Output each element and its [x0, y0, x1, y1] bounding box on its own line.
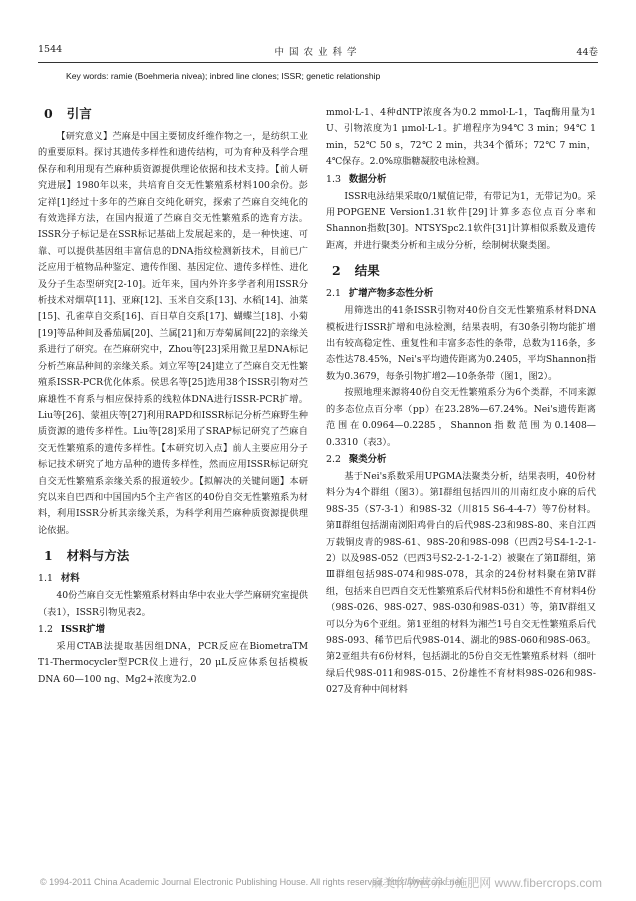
volume-label: 44卷 [576, 47, 598, 58]
watermark-text: 麻类作物营养与施肥网 www.fibercrops.com [371, 876, 602, 890]
header-rule [38, 62, 598, 63]
subsection-number: 2.1 [326, 288, 341, 300]
polymorphism-paragraph-2: 按照地理来源将40份自交无性繁殖系分为6个类群，不同来源的多态位点百分率（pp）在23.28%—67.24%。Nei's遗传距离范围在0.0964—0.2285，Shannon指数范围为0.1408—0.3310（表3）。 [326, 387, 596, 448]
cluster-paragraph: 基于Nei's系数采用UPGMA法聚类分析，结果表明，40份材料分为4个群组（图3）。第Ⅰ群组包括四川的川南红皮小麻的后代98S-35（S7-3-1）和98S-32（川815 S6-4-4-7）等7份材料。第Ⅱ群组包括湖南浏阳鸡骨白的后代98S-23和98S-80、来自江西万载铜皮青的98S-61、98S-20和98S-098（巴西2号S4-1-2-1-2）以及98S-052（巴西3号S2-2-1-2-1-2）被聚在了第Ⅱ群组，第Ⅲ群组包括98S-074和98S-078，其余的24份材料聚在第Ⅳ群组，包括来自巴西自交无性繁殖系后代材料5份和雄性不育材料4份（98S-026、98S-027、98S-030和98S-031）等，第Ⅳ群组又可以分为6个亚组。第1亚组的材料为湘苎1号自交无性繁殖系后代98S-093、稀节巴后代98S-014、湖北的98S-060和98S-063。第2亚组共有6份材料，包括湖北的5份自交无性繁殖系材料（细叶绿后代98S-011和98S-015、2份雄性不育材料98S-026和98S-027及育种中间材料 [326, 470, 596, 696]
section-number: 0 [44, 106, 53, 121]
section-number: 2 [332, 263, 341, 279]
section-title: 结果 [354, 263, 380, 279]
subsection-title: 数据分析 [348, 173, 387, 185]
keywords-line: Key words: ramie (Boehmeria nivea); inbred line clones; ISSR; genetic relationship [66, 71, 381, 81]
subsection-title: ISSR扩增 [60, 623, 106, 635]
polymorphism-paragraph-1: 用筛选出的41条ISSR引物对40份自交无性繁殖系材料DNA模板进行ISSR扩增和电泳检测，结果表明，有30条引物均能扩增出有较高稳定性、重复性和丰富多态性的条带，总数为116条，多态性达78.45%，Nei's平均遗传距离为0.2405，平均Shannon指数为0.3679，每条引物扩增2—10条条带（图1，图2）。 [326, 305, 596, 382]
subsection-issr-heading [38, 622, 308, 637]
subsection-number: 2.2 [326, 453, 341, 465]
issr-paragraph: 采用CTAB法提取基因组DNA，PCR反应在BiometraTM T1-Thermocycler型PCR仪上进行，20 μL反应体系包括模板DNA 60—100 ng、Mg2+浓度为2.0 [38, 640, 311, 685]
journal-title: 中国农业科学 [274, 47, 362, 58]
subsection-number: 1.3 [326, 173, 341, 185]
section-title: 引言 [66, 106, 92, 121]
data-analysis-paragraph: ISSR电泳结果采取0/1赋值记带，有带记为1，无带记为0。采用POPGENE Version1.31软件[29]计算多态位点百分率和Shannon指数[30]。NTSYSpc2.1软件[31]计算相似系数及遗传距离，并进行聚类分析和主成分分析，绘制树状聚类图。 [326, 190, 596, 251]
subsection-number: 1.2 [38, 623, 53, 635]
page-footer [0, 868, 636, 901]
section-intro-heading [38, 105, 308, 123]
page-number: 1544 [38, 44, 63, 55]
copyright-text: © 1994-2011 China Academic Journal Electronic Publishing House. All rights reserved. http://www.cnki.net [40, 877, 463, 887]
section-results-heading [326, 262, 596, 280]
page-header [38, 44, 598, 58]
left-column [38, 105, 311, 688]
subsection-data-analysis-heading [326, 172, 596, 187]
pcr-continued-paragraph: mmol·L-1、4种dNTP浓度各为0.2 mmol·L-1，Taq酶用量为1 U、引物浓度为1 μmol·L-1。扩增程序为94℃ 3 min；94℃ 1 min，52℃ 50 s，72℃ 2 min，共34个循环；72℃ 7 min，4℃保存。2.0%琼脂糖凝胶电泳检测。 [326, 107, 599, 168]
subsection-polymorphism-heading [326, 286, 596, 301]
section-number: 1 [44, 548, 53, 564]
intro-paragraph: 【研究意义】苎麻是中国主要韧皮纤维作物之一，是纺织工业的重要原料。探讨其遗传多样性和遗传结构，可为育种及科学合理保存和利用现有苎麻种质资源提供理论依据和技术支持。【前人研究进展】1980年以来，共培育自交无性繁殖系材料100余份。彭定祥[1]经过十多年的苎麻自交纯化研究，探索了苎麻自交纯化的有效选择方法，在国内报道了苎麻自交无性繁殖系的选育方法。ISSR分子标记是在SSR标记基础上发展起来的，是一种快速、可靠、可以提供基因组丰富信息的DNA指纹检测新技术，目前已广泛应用于植物品种鉴定、遗传作图、基因定位、遗传多样性、进化及分子生态型研究[2-10]。近年来，国内外许多学者利用ISSR分析技术对烟草[11]、亚麻[12]、玉米自交系[13]、水稻[14]、油菜[15]、孔雀草自交系[16]、百日草自交系[17]、蝴蝶兰[18]、小菊[19]等品种间及番茄属[20]、兰属[21]和万寿菊属间[22]的亲缘关系进行了研究。在苎麻研究中，Zhou等[23]采用微卫星DNA标记分析苎麻品种间的亲缘关系。刘立军等[24]建立了苎麻自交无性繁殖系ISSR-PCR优化体系。侯思名等[25]选用38个ISSR引物对苎麻雄性不育系与相应保持系的线粒体DNA进行ISSR-PCR扩增。Liu等[26]、蒙祖庆等[27]利用RAPD和ISSR标记分析苎麻野生种质资源的遗传多样性。Liu等[28]采用了SRAP标记研究了苎麻自交无性繁殖系的遗传多样性。【本研究切入点】前人主要应用分子标记技术研究了地方品种的遗传多样性，然而应用ISSR标记研究自交无性繁殖系亲缘关系的报道较少。【拟解决的关键问题】本研究以来自巴西和中国国内5个主产省区的40份自交无性繁殖系为材料，利用ISSR分析其亲缘关系，为科学利用苎麻种质资源提供理论依据。 [38, 131, 308, 536]
section-methods-heading [38, 547, 308, 565]
subsection-cluster-heading [326, 452, 596, 467]
section-title: 材料与方法 [66, 548, 130, 564]
materials-paragraph: 40份苎麻自交无性繁殖系材料由华中农业大学苎麻研究室提供（表1），ISSR引物见表2。 [38, 590, 308, 618]
subsection-title: 扩增产物多态性分析 [348, 288, 434, 300]
subsection-materials-heading [38, 571, 308, 586]
subsection-number: 1.1 [38, 573, 53, 585]
right-column [326, 105, 599, 699]
subsection-title: 材料 [60, 573, 80, 585]
subsection-title: 聚类分析 [348, 453, 387, 465]
